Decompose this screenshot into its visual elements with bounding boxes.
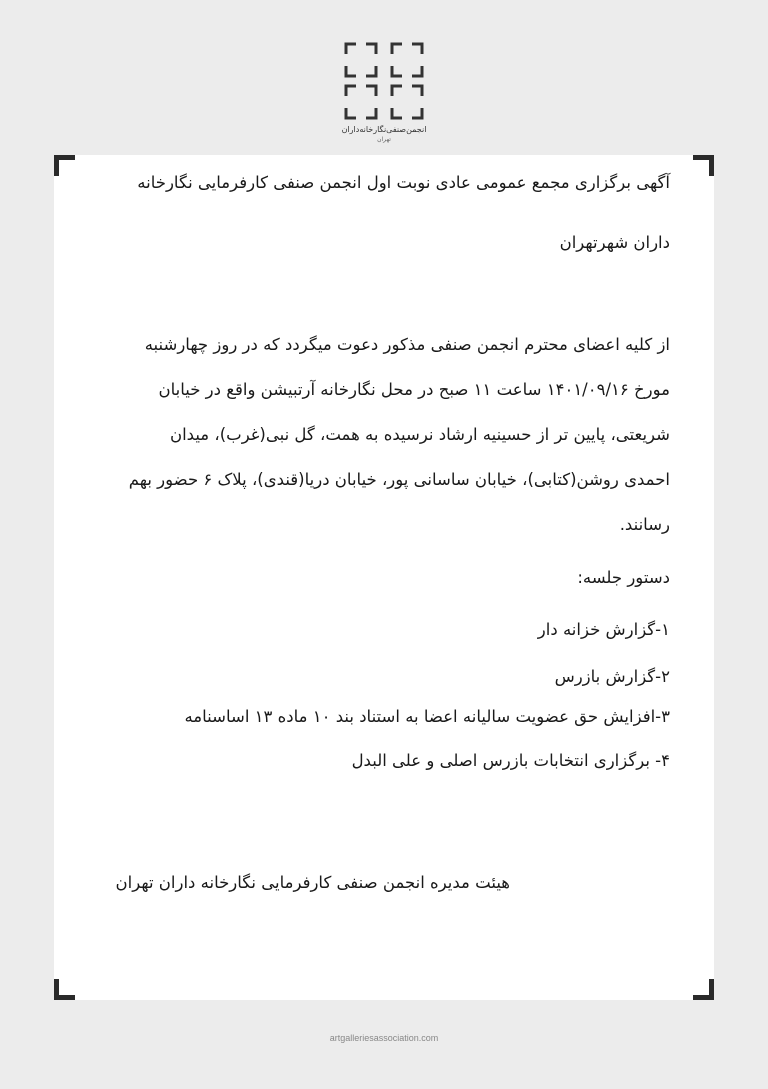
notice-frame [54, 155, 714, 1000]
agenda-heading: دستور جلسه: [577, 568, 670, 587]
frame-corner-top-left [54, 155, 75, 176]
notice-title-line-1: آگهی برگزاری مجمع عمومی عادی نوبت اول انجمن صنفی کارفرمایی نگارخانه [137, 173, 670, 192]
agenda-item-4: ۴- برگزاری انتخابات بازرس اصلی و علی البدل [351, 751, 670, 770]
agenda-item-3: ۳-افزایش حق عضویت سالیانه اعضا به استناد بند ۱۰ ماده ۱۳ اساسنامه [184, 707, 670, 726]
notice-title-line-2: داران شهرتهران [559, 233, 670, 252]
frame-corner-bottom-right [693, 979, 714, 1000]
body-line-5: رسانند. [619, 515, 670, 534]
body-line-4: احمدی روشن(کتابی)، خیابان ساسانی پور، خیابان دریا(قندی)، پلاک ۶ حضور بهم [128, 470, 670, 489]
frame-corner-top-right [693, 155, 714, 176]
agenda-item-1: ۱-گزارش خزانه دار [537, 620, 670, 639]
signature: هیئت مدیره انجمن صنفی کارفرمایی نگارخانه داران تهران [115, 873, 510, 892]
body-line-2: مورخ ۱۴۰۱/۰۹/۱۶ ساعت ۱۱ صبح در محل نگارخانه آرتبیشن واقع در خیابان [158, 380, 670, 399]
logo-name: انجمن‌صنفی‌نگارخانه‌داران [341, 125, 427, 134]
logo-mark-icon [340, 38, 428, 124]
body-line-1: از کلیه اعضای محترم انجمن صنفی مذکور دعوت میگردد که در روز چهارشنبه [144, 335, 670, 354]
association-logo [340, 38, 428, 150]
agenda-item-2: ۲-گزارش بازرس [554, 667, 670, 686]
frame-corner-bottom-left [54, 979, 75, 1000]
logo-subtitle: تهران [377, 136, 391, 143]
footer-website: artgalleriesassociation.com [329, 1033, 439, 1043]
body-line-3: شریعتی، پایین تر از حسینیه ارشاد نرسیده به همت، گل نبی(غرب)، میدان [169, 425, 670, 444]
